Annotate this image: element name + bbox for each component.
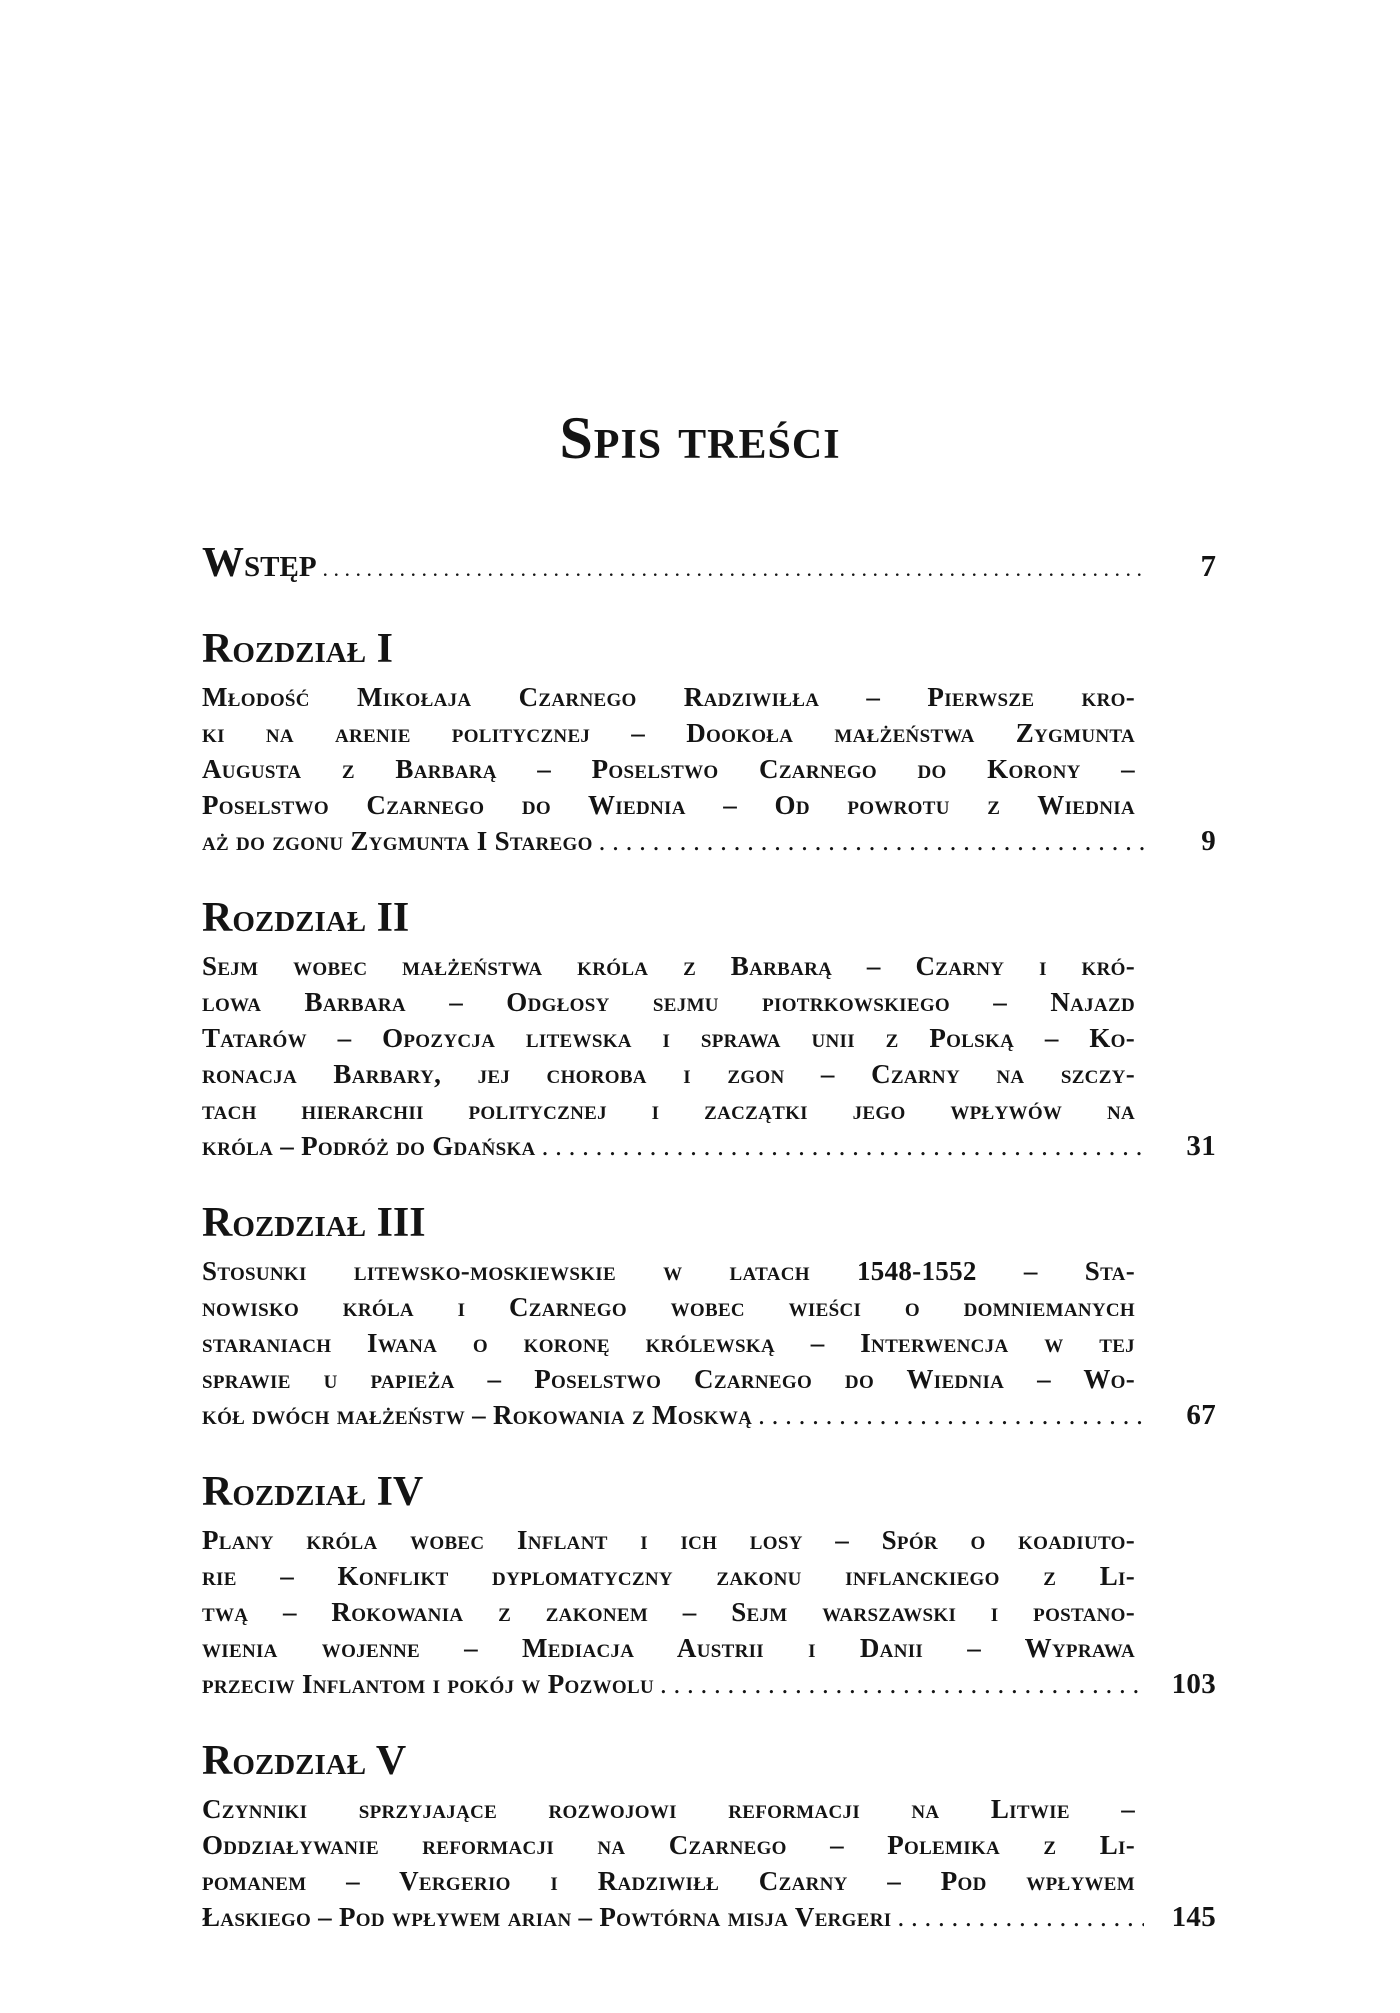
chapter-description-line: twą – Rokowania z zakonem – Sejm warszawski i postano- <box>202 1597 1135 1627</box>
dot-leader <box>593 823 1144 859</box>
toc-entry-chapter-2 <box>202 897 1216 1164</box>
chapter-heading: Rozdział II <box>202 895 410 941</box>
chapter-description-line: Oddziaływanie reformacji na Czarnego – Polemika z Li- <box>202 1830 1135 1860</box>
dot-leader <box>317 540 1144 592</box>
dot-leader <box>654 1666 1144 1702</box>
toc-entry-chapter-4 <box>202 1471 1216 1702</box>
chapter-last-line <box>202 823 1216 859</box>
chapter-description-line: sprawie u papieża – Poselstwo Czarnego do Wiednia – Wo- <box>202 1364 1135 1394</box>
toc-entry-chapter-3 <box>202 1202 1216 1433</box>
intro-label: Wstęp <box>202 540 317 586</box>
chapter-description-line: staraniach Iwana o koronę królewską – Interwencja w tej <box>202 1328 1135 1358</box>
chapter-description-line: Stosunki litewsko-moskiewskie w latach 1548-1552 – Sta- <box>202 1256 1135 1286</box>
table-of-contents <box>202 540 1216 1935</box>
chapter-description-line: ronacja Barbary, jej choroba i zgon – Czarny na szczy- <box>202 1059 1135 1089</box>
chapter-last-line <box>202 1397 1216 1433</box>
chapter-description-line: kół dwóch małżeństw – Rokowania z Moskwą <box>202 1400 753 1430</box>
toc-entry-chapter-1 <box>202 628 1216 859</box>
page-number: 67 <box>1186 1399 1216 1431</box>
chapter-heading: Rozdział IV <box>202 1469 424 1515</box>
page-number: 31 <box>1186 1130 1216 1162</box>
dot-leader <box>891 1899 1144 1935</box>
toc-entry-chapter-5 <box>202 1740 1216 1935</box>
page-number: 145 <box>1171 1901 1216 1933</box>
chapter-description-line: króla – Podróż do Gdańska <box>202 1131 536 1161</box>
chapter-description-line: wienia wojenne – Mediacja Austrii i Danii – Wyprawa <box>202 1633 1135 1663</box>
toc-entry-intro <box>202 540 1216 586</box>
chapter-description-line: Łaskiego – Pod wpływem arian – Powtórna misja Vergeri <box>202 1902 892 1932</box>
page-number: 103 <box>1171 1668 1216 1700</box>
page-number: 7 <box>1200 548 1216 583</box>
chapter-description-line: Plany króla wobec Inflant i ich losy – Spór o koadiuto- <box>202 1525 1135 1555</box>
chapter-heading: Rozdział III <box>202 1200 426 1246</box>
chapter-description-line: aż do zgonu Zygmunta I Starego <box>202 826 593 856</box>
page-title: Spis treści <box>559 405 841 471</box>
chapter-description-line: pomanem – Vergerio i Radziwiłł Czarny – Pod wpływem <box>202 1866 1135 1896</box>
chapter-last-line <box>202 1128 1216 1164</box>
chapter-description-line: rie – Konflikt dyplomatyczny zakonu inflanckiego z Li- <box>202 1561 1135 1591</box>
chapter-description-line: ki na arenie politycznej – Dookoła małżeństwa Zygmunta <box>202 718 1135 748</box>
page-number: 9 <box>1201 825 1216 857</box>
dot-leader <box>536 1128 1144 1164</box>
chapter-description-line: przeciw Inflantom i pokój w Pozwolu <box>202 1669 654 1699</box>
chapter-description-line: Młodość Mikołaja Czarnego Radziwiłła – Pierwsze kro- <box>202 682 1135 712</box>
chapter-description-line: nowisko króla i Czarnego wobec wieści o domniemanych <box>202 1292 1135 1322</box>
chapter-description-line: Sejm wobec małżeństwa króla z Barbarą – Czarny i kró- <box>202 951 1135 981</box>
chapter-description-line: tach hierarchii politycznej i zaczątki jego wpływów na <box>202 1095 1135 1125</box>
chapter-description-line: Poselstwo Czarnego do Wiednia – Od powrotu z Wiednia <box>202 790 1135 820</box>
chapter-description-line: Tatarów – Opozycja litewska i sprawa unii z Polską – Ko- <box>202 1023 1135 1053</box>
dot-leader <box>752 1397 1144 1433</box>
chapter-description-line: Czynniki sprzyjające rozwojowi reformacji na Litwie – <box>202 1794 1135 1824</box>
chapter-last-line <box>202 1666 1216 1702</box>
chapter-heading: Rozdział I <box>202 626 393 672</box>
chapter-description-line: lowa Barbara – Odgłosy sejmu piotrkowskiego – Najazd <box>202 987 1135 1017</box>
chapter-heading: Rozdział V <box>202 1738 407 1784</box>
chapter-description-line: Augusta z Barbarą – Poselstwo Czarnego do Korony – <box>202 754 1135 784</box>
chapter-last-line <box>202 1899 1216 1935</box>
